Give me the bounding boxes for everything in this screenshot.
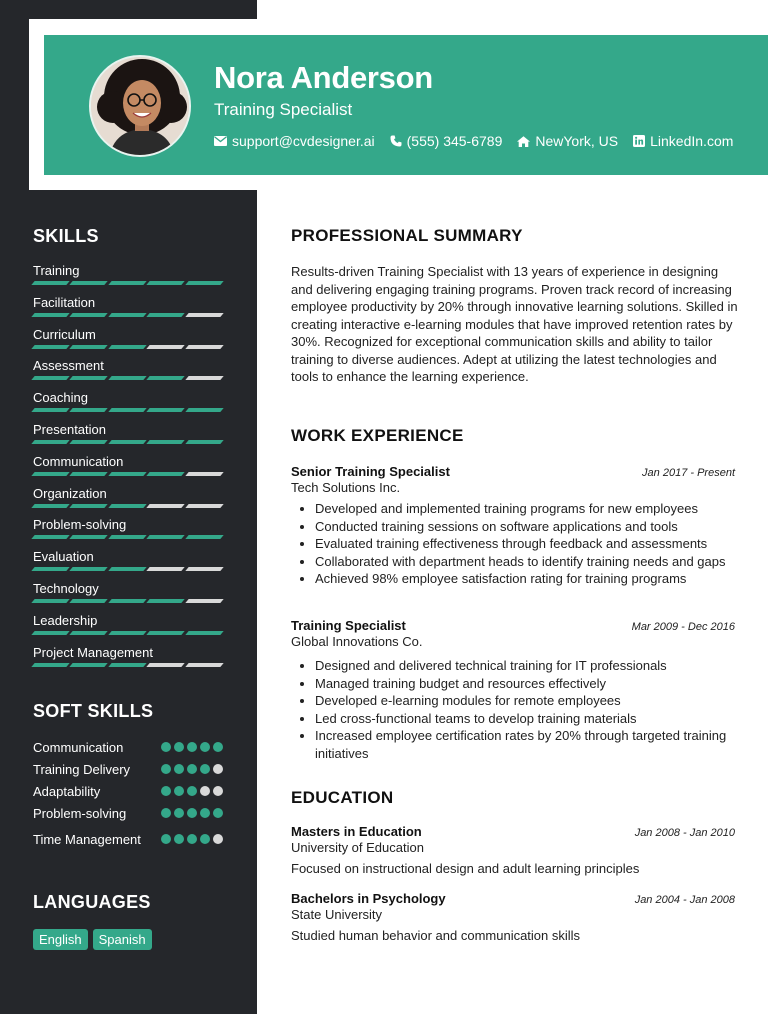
skill-level-segment bbox=[31, 345, 70, 349]
language-tag: English bbox=[33, 929, 88, 950]
skill-level-segment bbox=[31, 567, 70, 571]
education-description: Studied human behavior and communication skills bbox=[291, 928, 581, 943]
education-entry bbox=[291, 824, 735, 876]
skill-level-segment bbox=[31, 599, 70, 603]
skill-level-segment bbox=[31, 281, 70, 285]
skill-level-segment bbox=[31, 663, 70, 667]
skill-level-segment bbox=[31, 440, 70, 444]
job-bullet: • Developed e-learning modules for remote employees bbox=[315, 692, 735, 710]
skill-item bbox=[33, 262, 223, 294]
skill-level-segment bbox=[146, 408, 185, 412]
education-description: Focused on instructional design and adult learning principles bbox=[291, 861, 640, 876]
skill-label: Curriculum bbox=[33, 326, 96, 342]
skill-level-segment bbox=[108, 504, 147, 508]
skill-level-segment bbox=[146, 663, 185, 667]
skill-level-segment bbox=[185, 376, 224, 380]
rating-dot bbox=[213, 742, 223, 752]
rating-dot bbox=[161, 742, 171, 752]
soft-skill-rating bbox=[161, 761, 223, 774]
skill-level-bar bbox=[33, 281, 223, 285]
skill-level-segment bbox=[146, 535, 185, 539]
skill-level-segment bbox=[185, 408, 224, 412]
job-title: Training Specialist bbox=[291, 618, 406, 633]
rating-dot bbox=[213, 786, 223, 796]
education-dates: Jan 2004 - Jan 2008 bbox=[634, 894, 735, 906]
skill-label: Communication bbox=[33, 453, 124, 469]
soft-skills-list bbox=[33, 739, 223, 853]
skill-level-segment bbox=[70, 631, 109, 635]
soft-skills-title: SOFT SKILLS bbox=[33, 701, 154, 721]
skill-level-segment bbox=[31, 535, 70, 539]
rating-dot bbox=[174, 742, 184, 752]
soft-skill-item bbox=[33, 805, 223, 827]
rating-dot bbox=[200, 764, 210, 774]
rating-dot bbox=[187, 808, 197, 818]
school-name: State University bbox=[291, 907, 383, 922]
skill-level-segment bbox=[146, 345, 185, 349]
job-bullet: • Managed training budget and resources effectively bbox=[315, 675, 735, 693]
skill-label: Evaluation bbox=[33, 549, 94, 565]
skill-label: Presentation bbox=[33, 421, 106, 437]
soft-skill-label: Time Management bbox=[33, 832, 141, 847]
skill-item bbox=[33, 516, 223, 548]
job-dates: Mar 2009 - Dec 2016 bbox=[631, 621, 735, 633]
job-dates: Jan 2017 - Present bbox=[642, 467, 735, 479]
skill-level-segment bbox=[146, 472, 185, 476]
soft-skill-label: Adaptability bbox=[33, 784, 101, 799]
rating-dot bbox=[174, 786, 184, 796]
job-title: Senior Training Specialist bbox=[291, 464, 450, 479]
language-tag: Spanish bbox=[93, 929, 152, 950]
phone-icon bbox=[390, 135, 402, 147]
skill-level-segment bbox=[70, 472, 109, 476]
contact-row bbox=[214, 133, 733, 149]
skill-level-segment bbox=[70, 376, 109, 380]
rating-dot bbox=[161, 786, 171, 796]
rating-dot bbox=[187, 742, 197, 752]
skill-label: Project Management bbox=[33, 644, 153, 660]
skill-level-segment bbox=[70, 663, 109, 667]
summary-text: Results-driven Training Specialist with 13 years of experience in designing and delivering engaging training programs. Proven track record of increasing employee productivity by 20% through innovative learning solutions. Skilled in creating interactive e-learning modules that have improved retention rates by 30%. Recognized for exceptional communication skills and ability to tailor training to diverse audiences. Adept at utilizing the latest technologies and tools to enhance the learning experience. bbox=[291, 264, 738, 384]
skill-level-segment bbox=[108, 408, 147, 412]
skill-level-bar bbox=[33, 440, 223, 444]
skill-level-segment bbox=[31, 472, 70, 476]
skill-level-segment bbox=[185, 631, 224, 635]
contact-phone[interactable] bbox=[390, 133, 503, 149]
skill-level-segment bbox=[108, 599, 147, 603]
languages-list bbox=[33, 929, 152, 950]
skill-item bbox=[33, 326, 223, 358]
skill-level-segment bbox=[70, 345, 109, 349]
candidate-role: Training Specialist bbox=[214, 100, 353, 119]
skill-level-segment bbox=[108, 313, 147, 317]
job-entry bbox=[291, 464, 735, 588]
skill-level-segment bbox=[146, 504, 185, 508]
school-name: University of Education bbox=[291, 840, 424, 855]
soft-skill-label: Training Delivery bbox=[33, 762, 131, 777]
skill-item bbox=[33, 453, 223, 485]
skill-level-segment bbox=[146, 631, 185, 635]
skill-level-segment bbox=[185, 535, 224, 539]
skill-level-segment bbox=[70, 440, 109, 444]
phone-text: (555) 345-6789 bbox=[406, 133, 503, 149]
skill-level-segment bbox=[70, 599, 109, 603]
skill-level-segment bbox=[146, 599, 185, 603]
education-entry bbox=[291, 891, 735, 943]
rating-dot bbox=[213, 764, 223, 774]
rating-dot bbox=[174, 808, 184, 818]
soft-skill-rating bbox=[161, 805, 223, 818]
skill-level-segment bbox=[31, 376, 70, 380]
job-bullet: • Led cross-functional teams to develop training materials bbox=[315, 710, 735, 728]
skill-item bbox=[33, 294, 223, 326]
skill-label: Facilitation bbox=[33, 294, 96, 310]
skill-label: Leadership bbox=[33, 612, 98, 628]
skill-level-segment bbox=[70, 408, 109, 412]
skill-item bbox=[33, 612, 223, 644]
job-entry bbox=[291, 618, 735, 763]
skill-level-segment bbox=[146, 440, 185, 444]
skill-level-bar bbox=[33, 472, 223, 476]
home-icon bbox=[517, 136, 530, 147]
rating-dot bbox=[187, 764, 197, 774]
skill-level-segment bbox=[146, 313, 185, 317]
skill-level-bar bbox=[33, 567, 223, 571]
skill-level-bar bbox=[33, 535, 223, 539]
contact-linkedin[interactable] bbox=[633, 133, 733, 149]
skill-level-segment bbox=[70, 535, 109, 539]
skill-level-segment bbox=[146, 281, 185, 285]
skill-level-segment bbox=[108, 440, 147, 444]
skill-level-bar bbox=[33, 599, 223, 603]
skill-level-segment bbox=[31, 631, 70, 635]
skill-item bbox=[33, 580, 223, 612]
rating-dot bbox=[187, 834, 197, 844]
skill-item bbox=[33, 357, 223, 389]
skill-level-segment bbox=[185, 472, 224, 476]
job-bullet: • Collaborated with department heads to identify training needs and gaps bbox=[315, 553, 735, 571]
rating-dot bbox=[161, 808, 171, 818]
skill-level-segment bbox=[185, 313, 224, 317]
skill-level-segment bbox=[31, 313, 70, 317]
skill-level-segment bbox=[185, 567, 224, 571]
skill-label: Coaching bbox=[33, 390, 88, 406]
skill-level-segment bbox=[185, 504, 224, 508]
rating-dot bbox=[213, 834, 223, 844]
job-bullet: • Developed and implemented training programs for new employees bbox=[315, 500, 735, 518]
skill-level-segment bbox=[108, 567, 147, 571]
soft-skill-item bbox=[33, 783, 223, 805]
education-title: EDUCATION bbox=[291, 788, 394, 807]
rating-dot bbox=[200, 808, 210, 818]
skill-level-segment bbox=[31, 408, 70, 412]
skill-level-segment bbox=[70, 281, 109, 285]
skill-level-segment bbox=[31, 504, 70, 508]
skill-level-segment bbox=[70, 313, 109, 317]
skill-level-segment bbox=[185, 599, 224, 603]
job-org: Global Innovations Co. bbox=[291, 634, 423, 649]
skill-item bbox=[33, 389, 223, 421]
rating-dot bbox=[187, 786, 197, 796]
soft-skill-label: Problem-solving bbox=[33, 806, 127, 821]
soft-skill-item bbox=[33, 739, 223, 761]
skill-level-bar bbox=[33, 504, 223, 508]
linkedin-text: LinkedIn.com bbox=[650, 133, 734, 149]
skill-item bbox=[33, 644, 223, 676]
skill-level-segment bbox=[185, 281, 224, 285]
skill-level-bar bbox=[33, 631, 223, 635]
avatar bbox=[89, 55, 191, 157]
envelope-icon bbox=[214, 136, 227, 146]
job-bullet: • Increased employee certification rates by 20% through targeted training initiatives bbox=[315, 727, 735, 762]
skill-level-segment bbox=[108, 345, 147, 349]
skill-level-segment bbox=[146, 376, 185, 380]
contact-location bbox=[517, 133, 618, 149]
skill-level-segment bbox=[70, 567, 109, 571]
rating-dot bbox=[161, 834, 171, 844]
skill-level-segment bbox=[146, 567, 185, 571]
skill-label: Problem-solving bbox=[33, 517, 127, 533]
job-bullet: • Designed and delivered technical training for IT professionals bbox=[315, 657, 735, 675]
soft-skill-item bbox=[33, 831, 223, 853]
skill-label: Technology bbox=[33, 580, 99, 596]
soft-skill-rating bbox=[161, 783, 223, 796]
soft-skill-item bbox=[33, 761, 223, 783]
skill-level-segment bbox=[108, 472, 147, 476]
linkedin-icon bbox=[633, 135, 645, 147]
rating-dot bbox=[200, 742, 210, 752]
skill-level-segment bbox=[108, 281, 147, 285]
rating-dot bbox=[200, 834, 210, 844]
skill-item bbox=[33, 421, 223, 453]
rating-dot bbox=[213, 808, 223, 818]
skill-label: Training bbox=[33, 263, 80, 278]
rating-dot bbox=[174, 764, 184, 774]
skill-level-bar bbox=[33, 376, 223, 380]
rating-dot bbox=[161, 764, 171, 774]
soft-skill-rating bbox=[161, 739, 223, 752]
job-bullet: • Evaluated training effectiveness through feedback and assessments bbox=[315, 535, 735, 553]
candidate-name: Nora Anderson bbox=[214, 60, 433, 95]
job-org: Tech Solutions Inc. bbox=[291, 480, 401, 495]
skill-level-segment bbox=[185, 345, 224, 349]
degree-title: Bachelors in Psychology bbox=[291, 891, 446, 906]
experience-title: WORK EXPERIENCE bbox=[291, 426, 464, 445]
soft-skill-label: Communication bbox=[33, 740, 124, 755]
skill-level-segment bbox=[70, 504, 109, 508]
skill-level-bar bbox=[33, 408, 223, 412]
education-dates: Jan 2008 - Jan 2010 bbox=[634, 827, 735, 839]
location-text: NewYork, US bbox=[535, 133, 619, 149]
rating-dot bbox=[200, 786, 210, 796]
skill-level-segment bbox=[185, 440, 224, 444]
skills-title: SKILLS bbox=[33, 226, 99, 246]
skill-level-bar bbox=[33, 663, 223, 667]
languages-title: LANGUAGES bbox=[33, 892, 151, 912]
skill-level-bar bbox=[33, 345, 223, 349]
degree-title: Masters in Education bbox=[291, 824, 422, 839]
skill-level-segment bbox=[185, 663, 224, 667]
skill-item bbox=[33, 548, 223, 580]
skill-level-segment bbox=[108, 663, 147, 667]
job-bullet: • Conducted training sessions on software applications and tools bbox=[315, 518, 735, 536]
rating-dot bbox=[174, 834, 184, 844]
job-bullet: • Achieved 98% employee satisfaction rating for training programs bbox=[315, 570, 735, 588]
skill-level-segment bbox=[108, 535, 147, 539]
contact-email[interactable] bbox=[214, 133, 375, 149]
skills-list bbox=[33, 262, 223, 675]
summary-title: PROFESSIONAL SUMMARY bbox=[291, 226, 523, 245]
skill-level-bar bbox=[33, 313, 223, 317]
skill-item bbox=[33, 485, 223, 517]
soft-skill-rating bbox=[161, 831, 223, 844]
skill-label: Assessment bbox=[33, 358, 104, 374]
email-text: support@cvdesigner.ai bbox=[232, 133, 375, 149]
skill-level-segment bbox=[108, 631, 147, 635]
skill-level-segment bbox=[108, 376, 147, 380]
skill-label: Organization bbox=[33, 485, 107, 501]
